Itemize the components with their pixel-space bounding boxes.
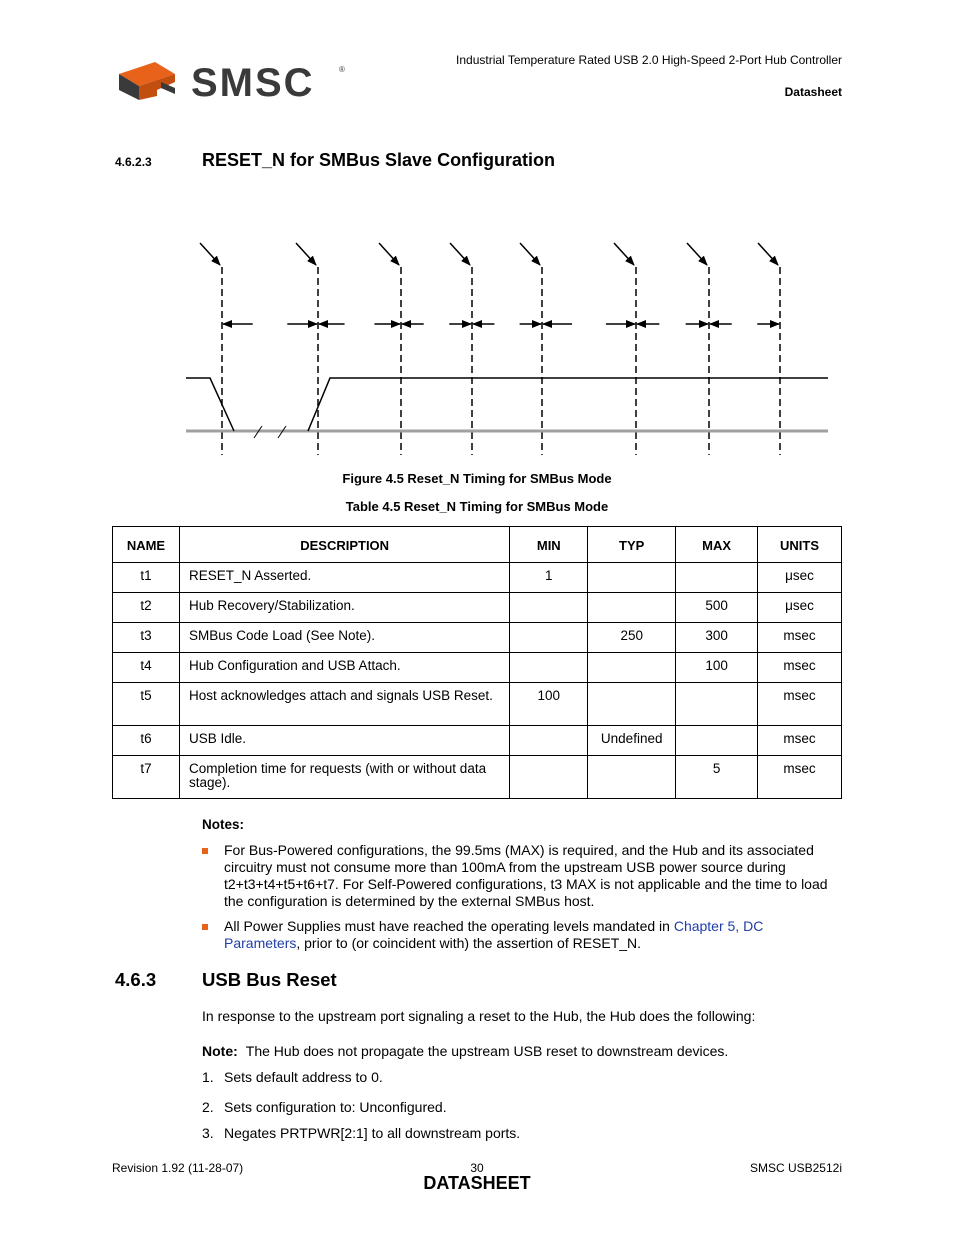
cell-max: 500 bbox=[676, 593, 758, 623]
table-row bbox=[113, 563, 842, 593]
timing-marker-arrow bbox=[520, 243, 540, 265]
list-item bbox=[202, 1125, 520, 1141]
note-text: The Hub does not propagate the upstream USB reset to downstream devices. bbox=[245, 1043, 729, 1059]
table-caption: Table 4.5 Reset_N Timing for SMBus Mode bbox=[345, 499, 609, 514]
note-text-post: , prior to (or coincident with) the assertion of RESET_N. bbox=[296, 935, 642, 951]
cell-min bbox=[510, 726, 588, 756]
cell-typ bbox=[588, 653, 676, 683]
figure-caption: Figure 4.5 Reset_N Timing for SMBus Mode bbox=[342, 471, 612, 486]
header-typ: TYP bbox=[588, 527, 676, 563]
table-row bbox=[113, 683, 842, 726]
cell-name: t5 bbox=[113, 683, 180, 726]
notes-label: Notes: bbox=[202, 817, 245, 832]
usb-reset-note bbox=[202, 1043, 728, 1059]
cell-max: 100 bbox=[676, 653, 758, 683]
section-number: 4.6.3 bbox=[115, 969, 157, 990]
table-header-row bbox=[113, 527, 842, 563]
cell-typ bbox=[588, 593, 676, 623]
cell-name: t2 bbox=[113, 593, 180, 623]
reset-timing-diagram bbox=[180, 235, 832, 463]
cell-name: t6 bbox=[113, 726, 180, 756]
footer-page-number: 30 bbox=[470, 1161, 484, 1175]
step-text: Sets configuration to: Unconfigured. bbox=[224, 1099, 447, 1115]
cell-max: 300 bbox=[676, 623, 758, 653]
cell-max bbox=[676, 683, 758, 726]
chapter-5-link[interactable]: Chapter 5, DC Parameters bbox=[224, 918, 764, 951]
reset-signal-rising-edge bbox=[308, 378, 828, 431]
cell-typ bbox=[588, 683, 676, 726]
cell-name: t7 bbox=[113, 756, 180, 799]
usb-reset-intro: In response to the upstream port signaling a reset to the Hub, the Hub does the following: bbox=[202, 1008, 756, 1024]
cell-description: Hub Recovery/Stabilization. bbox=[179, 593, 509, 623]
cell-min: 100 bbox=[510, 683, 588, 726]
cell-typ bbox=[588, 563, 676, 593]
cell-typ: 250 bbox=[588, 623, 676, 653]
cell-min bbox=[510, 653, 588, 683]
cell-units: msec bbox=[758, 683, 842, 726]
cell-typ bbox=[588, 756, 676, 799]
section-heading-4623 bbox=[115, 150, 815, 171]
list-item bbox=[202, 1069, 383, 1085]
cell-description: USB Idle. bbox=[179, 726, 509, 756]
step-text: Sets default address to 0. bbox=[224, 1069, 383, 1085]
reset-signal-falling-edge bbox=[186, 378, 234, 431]
footer-product: SMSC USB2512i bbox=[749, 1161, 842, 1175]
section-title: USB Bus Reset bbox=[202, 969, 337, 990]
cell-units: msec bbox=[758, 756, 842, 799]
cell-description: SMBus Code Load (See Note). bbox=[179, 623, 509, 653]
cell-description: RESET_N Asserted. bbox=[179, 563, 509, 593]
cell-name: t3 bbox=[113, 623, 180, 653]
timing-marker-arrow bbox=[200, 243, 220, 265]
cell-description: Host acknowledges attach and signals USB Reset. bbox=[179, 683, 509, 726]
section-number: 4.6.2.3 bbox=[115, 155, 152, 169]
section-heading-463 bbox=[115, 969, 337, 991]
header-max: MAX bbox=[676, 527, 758, 563]
timing-marker-arrow bbox=[687, 243, 707, 265]
step-number: 2. bbox=[202, 1099, 214, 1115]
document-type: Datasheet bbox=[784, 85, 842, 99]
cell-max: 5 bbox=[676, 756, 758, 799]
cell-units: μsec bbox=[758, 593, 842, 623]
cell-max bbox=[676, 563, 758, 593]
cell-units: msec bbox=[758, 623, 842, 653]
footer-revision: Revision 1.92 (11-28-07) bbox=[112, 1161, 244, 1175]
list-item bbox=[202, 1099, 447, 1115]
timing-markers bbox=[200, 243, 780, 455]
section-title: RESET_N for SMBus Slave Configuration bbox=[202, 150, 556, 170]
note-text: For Bus-Powered configurations, the 99.5ms (MAX) is required, and the Hub and its associated circuitry must not consume more than 100mA from the upstream USB power source during t2+t3+t4+t5+t6+t7. For Self-Powered configurations, t3 MAX is not applicable and the time to load the configuration is determined by the external SMBus host. bbox=[224, 842, 828, 909]
header-min: MIN bbox=[510, 527, 588, 563]
cell-units: msec bbox=[758, 726, 842, 756]
header-units: UNITS bbox=[758, 527, 842, 563]
header-description: DESCRIPTION bbox=[179, 527, 509, 563]
cell-units: μsec bbox=[758, 563, 842, 593]
note-text-pre: All Power Supplies must have reached the operating levels mandated in bbox=[224, 918, 674, 934]
cell-min: 1 bbox=[510, 563, 588, 593]
footer-datasheet-label: DATASHEET bbox=[423, 1173, 531, 1193]
cell-name: t1 bbox=[113, 563, 180, 593]
table-row bbox=[113, 593, 842, 623]
timing-marker-arrow bbox=[296, 243, 316, 265]
logo-registered-mark: ® bbox=[339, 65, 345, 74]
timing-marker-arrow bbox=[758, 243, 778, 265]
notes-list bbox=[202, 842, 842, 960]
timing-marker-arrow bbox=[614, 243, 634, 265]
bullet-icon bbox=[202, 848, 208, 854]
timing-marker-arrow bbox=[379, 243, 399, 265]
reset-timing-table bbox=[112, 526, 842, 799]
step-number: 3. bbox=[202, 1125, 214, 1141]
note-item bbox=[202, 918, 842, 952]
table-row bbox=[113, 756, 842, 799]
document-title: Industrial Temperature Rated USB 2.0 High-Speed 2-Port Hub Controller bbox=[456, 53, 842, 67]
smsc-logo-graphic bbox=[117, 60, 352, 102]
smsc-logo bbox=[117, 60, 352, 105]
timing-marker-arrow bbox=[450, 243, 470, 265]
cell-min bbox=[510, 593, 588, 623]
table-row bbox=[113, 623, 842, 653]
cell-description: Hub Configuration and USB Attach. bbox=[179, 653, 509, 683]
bullet-icon bbox=[202, 924, 208, 930]
cell-description: Completion time for requests (with or without data stage). bbox=[179, 756, 509, 799]
cell-name: t4 bbox=[113, 653, 180, 683]
cell-typ: Undefined bbox=[588, 726, 676, 756]
note-item bbox=[202, 842, 842, 910]
note-label: Note: bbox=[202, 1043, 238, 1059]
cell-units: msec bbox=[758, 653, 842, 683]
cell-max bbox=[676, 726, 758, 756]
table-row bbox=[113, 653, 842, 683]
step-number: 1. bbox=[202, 1069, 214, 1085]
step-text: Negates PRTPWR[2:1] to all downstream ports. bbox=[224, 1125, 521, 1141]
header-name: NAME bbox=[113, 527, 180, 563]
timing-diagram-svg bbox=[180, 235, 832, 460]
cell-min bbox=[510, 623, 588, 653]
cell-min bbox=[510, 756, 588, 799]
table-row bbox=[113, 726, 842, 756]
logo-wordmark: SMSC bbox=[191, 61, 315, 102]
